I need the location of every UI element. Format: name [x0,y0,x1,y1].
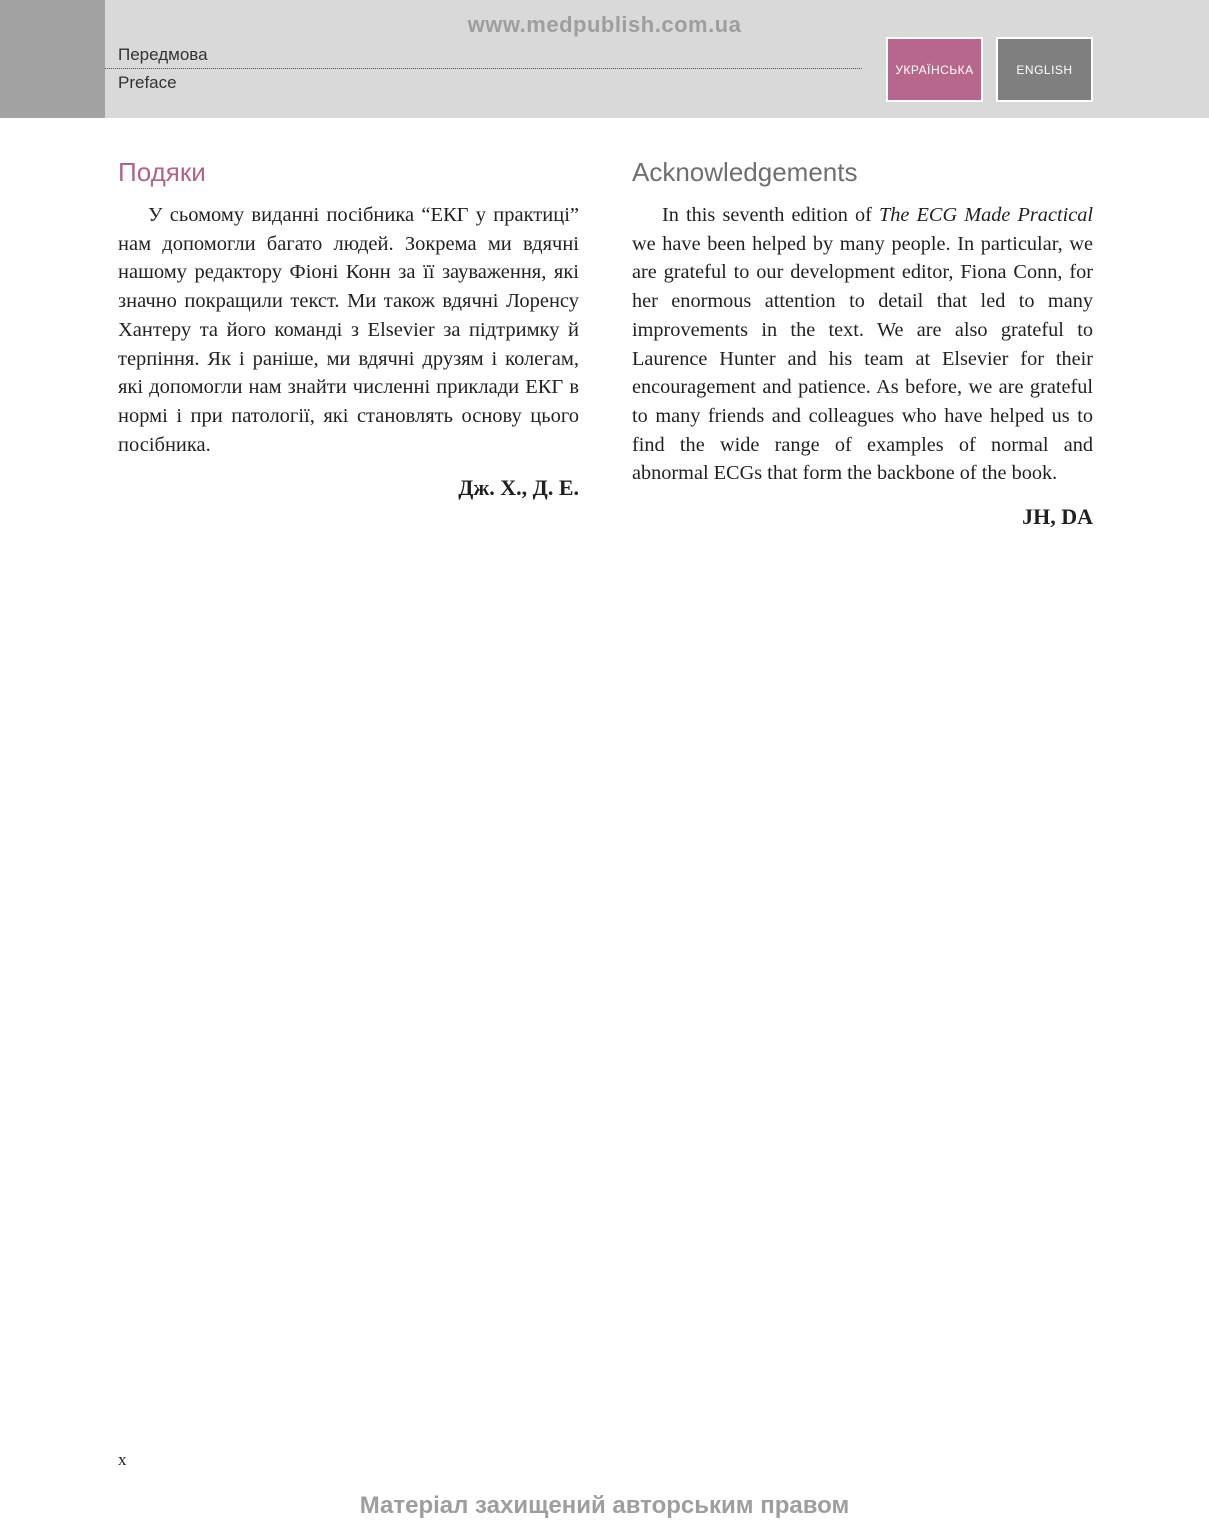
ukrainian-body-text: У сьомому виданні посібника “ЕКГ у практиці” нам допомогли багато людей. Зокрема ми вдячні нашому редактору Фіоні Конн за її зауваження, які значно покращили текст. Ми також вдячні Лоренсу Хантеру та його команді з Elsevier за підтримку й терпіння. Як і раніше, ми вдячні друзям і колегам, які допомогли нам знайти численні приклади ЕКГ в нормі і при патології, які становлять основу цього посібника. [118,204,579,456]
english-section-title: Acknowledgements [632,157,858,187]
english-body-intro: In this seventh edition of [662,204,879,226]
page-header [0,0,1209,118]
ukrainian-section-title: Подяки [118,157,206,187]
top-watermark: www.medpublish.com.ua [467,12,742,37]
copyright-watermark: Матеріал захищений авторським правом [359,1492,850,1519]
english-body-text [632,201,1093,488]
ukrainian-column [118,155,579,501]
english-column [632,155,1093,530]
language-button-ukrainian[interactable]: УКРАЇНСЬКА [886,37,983,102]
ukrainian-signature: Дж. Х., Д. Е. [458,475,579,501]
breadcrumb-english: Preface [118,73,177,92]
english-signature: JH, DA [1022,504,1093,530]
book-title: The ECG Made Practical [879,204,1094,226]
breadcrumb-ukrainian: Передмова [118,45,208,64]
english-body-rest: we have been helped by many people. In particular, we are grateful to our development editor, Fiona Conn, for her enormous attention to detail that led to many improvements in the text. We are also grateful to Laurence Hunter and his team at Elsevier for their encouragement and patience. As before, we are grateful to many friends and colleagues who have helped us to find the wide range of examples of normal and abnormal ECGs that form the backbone of the book. [632,232,1093,485]
breadcrumb-divider [105,68,862,69]
language-button-english[interactable]: ENGLISH [996,37,1093,102]
page-number: x [118,1450,127,1469]
